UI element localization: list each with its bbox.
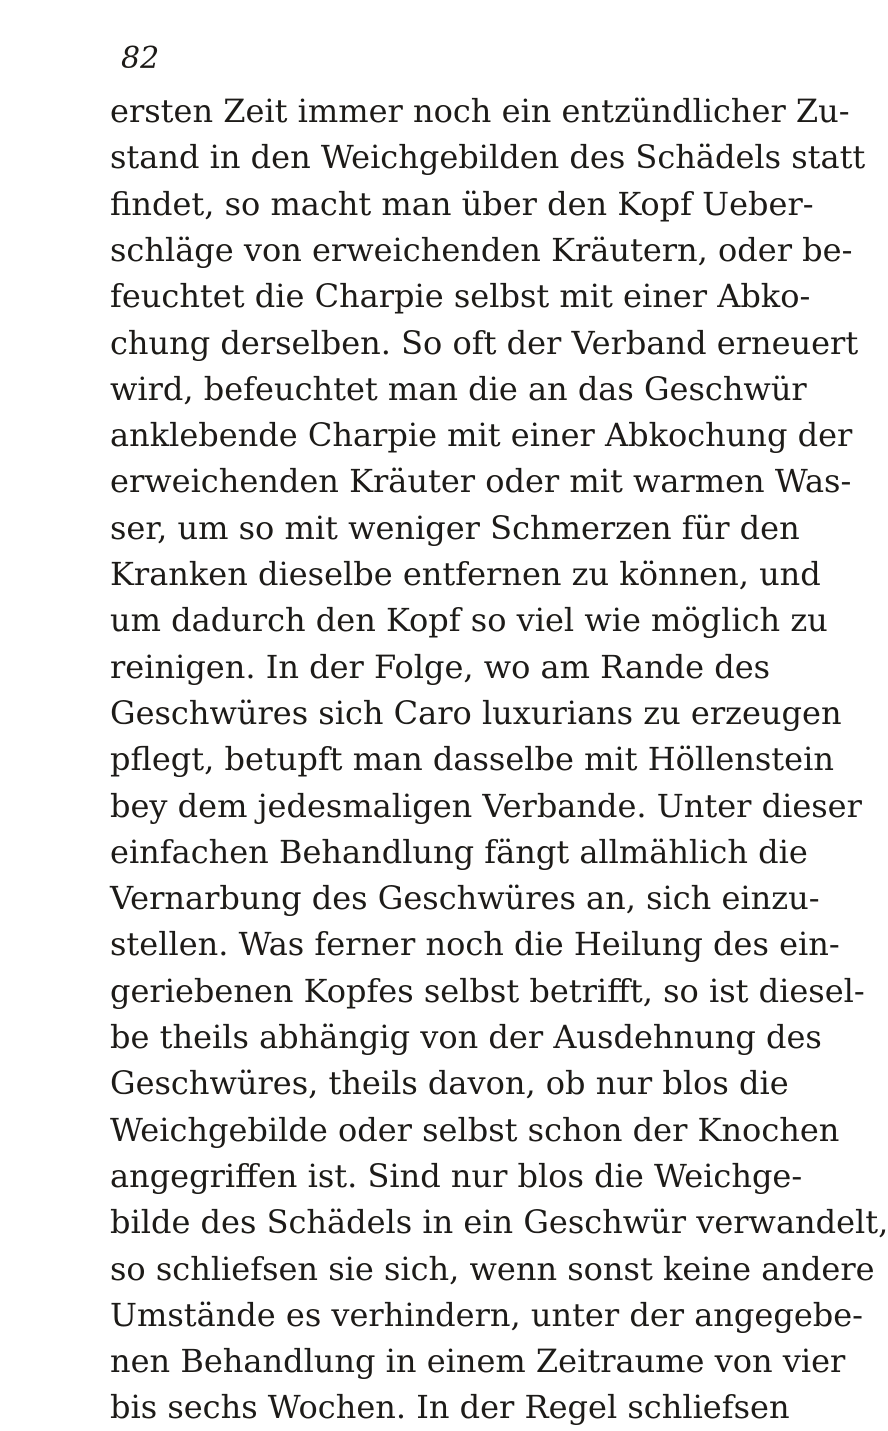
text-line: chung derselben. So oft der Verband erneuert bbox=[110, 323, 859, 362]
text-line: um dadurch den Kopf so viel wie möglich zu bbox=[110, 601, 828, 640]
page-number: 82 bbox=[121, 41, 160, 76]
text-line: einfachen Behandlung fängt allmählich die bbox=[110, 832, 808, 871]
text-line: pflegt, betupft man dasselbe mit Höllenstein bbox=[110, 740, 834, 779]
text-line: findet, so macht man über den Kopf Ueber- bbox=[110, 184, 814, 223]
text-line: Vernarbung des Geschwüres an, sich einzu- bbox=[110, 879, 820, 918]
text-line: Umstände es verhindern, unter der angegebe- bbox=[110, 1295, 863, 1334]
text-line: schläge von erweichenden Kräutern, oder be- bbox=[110, 230, 853, 269]
text-line: be theils abhängig von der Ausdehnung des bbox=[110, 1018, 822, 1056]
text-line: stand in den Weichgebilden des Schädels statt bbox=[110, 138, 866, 177]
text-line: bey dem jedesmaligen Verbande. Unter dieser bbox=[110, 786, 862, 825]
text-line: Kranken dieselbe entfernen zu können, und bbox=[110, 555, 821, 593]
text-line: Weichgebilde oder selbst schon der Knochen bbox=[110, 1110, 840, 1149]
text-line: reinigen. In der Folge, wo am Rande des bbox=[110, 647, 771, 686]
text-line: anklebende Charpie mit einer Abkochung der bbox=[110, 416, 853, 455]
text-line: geriebenen Kopfes selbst betrifft, so ist diesel- bbox=[110, 971, 865, 1010]
text-line: feuchtet die Charpie selbst mit einer Abko- bbox=[110, 277, 811, 316]
text-line: ersten Zeit immer noch ein entzündlicher Zu- bbox=[110, 92, 850, 130]
text-line: Geschwüres, theils davon, ob nur blos die bbox=[110, 1064, 789, 1103]
text-line: ser, um so mit weniger Schmerzen für den bbox=[110, 508, 800, 547]
text-line: bis sechs Wochen. In der Regel schliefsen bbox=[110, 1388, 790, 1427]
text-line: Geschwüres sich Caro luxurians zu erzeugen bbox=[110, 693, 842, 732]
text-line: bilde des Schädels in ein Geschwür verwandelt, bbox=[110, 1203, 888, 1242]
text-line: nen Behandlung in einem Zeitraume von vier bbox=[110, 1342, 846, 1381]
text-line: erweichenden Kräuter oder mit warmen Was- bbox=[110, 462, 852, 501]
text-line: so schliefsen sie sich, wenn sonst keine andere bbox=[110, 1249, 875, 1288]
text-line: wird, befeuchtet man die an das Geschwür bbox=[110, 369, 807, 408]
text-line: stellen. Was ferner noch die Heilung des ein- bbox=[110, 925, 840, 964]
text-line: angegriffen ist. Sind nur blos die Weichge- bbox=[110, 1156, 803, 1195]
